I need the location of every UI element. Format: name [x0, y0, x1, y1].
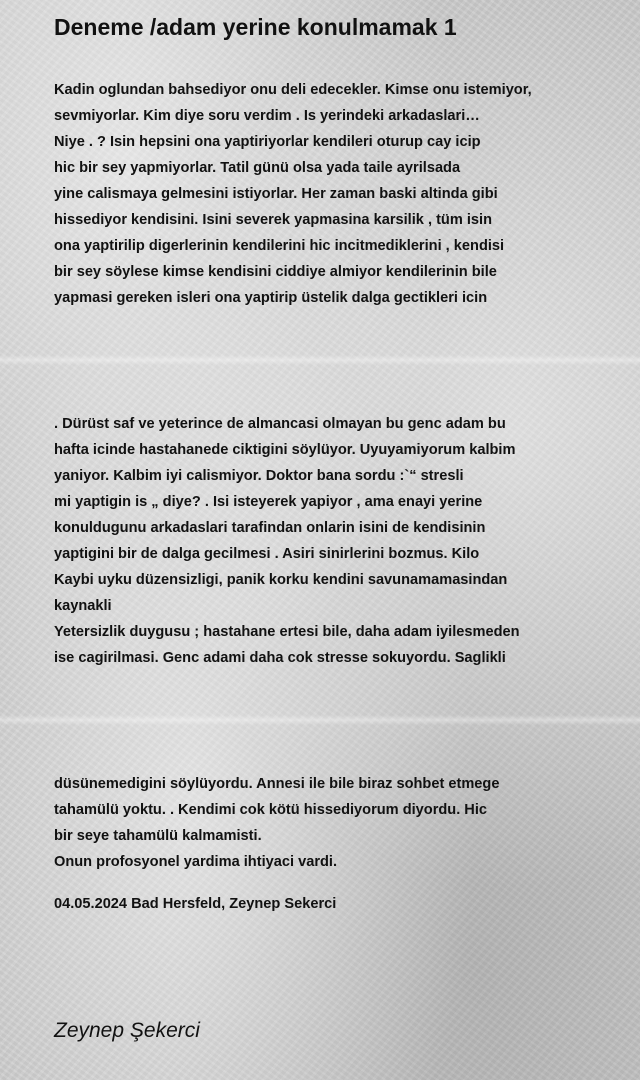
text-line: . Dürüst saf ve yeterince de almancasi olmayan bu genc adam bu — [54, 416, 506, 432]
text-line: tahamülü yoktu. . Kendimi cok kötü hissediyorum diyordu. Hic — [54, 802, 488, 818]
text-line: yine calismaya gelmesini istiyorlar. Her zaman baski altinda gibi — [54, 186, 498, 202]
text-line: yaniyor. Kalbim iyi calismiyor. Doktor bana sordu :`“ stresli — [54, 468, 464, 484]
page-divider-2 — [0, 715, 640, 725]
poem-title: Deneme /adam yerine konulmamak 1 — [54, 14, 457, 40]
text-line: düsünemedigini söylüyordu. Annesi ile bile biraz sohbet etmege — [54, 776, 500, 792]
date-place-line: 04.05.2024 Bad Hersfeld, Zeynep Sekerci — [54, 896, 337, 912]
text-line: bir sey söylese kimse kendisini ciddiye almiyor kendilerinin bile — [54, 264, 497, 280]
text-line: hissediyor kendisini. Isini severek yapmasina karsilik , tüm isin — [54, 212, 493, 228]
paragraph-3 — [54, 771, 499, 875]
page-divider-1 — [0, 355, 640, 365]
text-line: yaptigini bir de dalga gecilmesi . Asiri sinirlerini bozmus. Kilo — [54, 546, 480, 562]
text-line: yapmasi gereken isleri ona yaptirip üstelik dalga gectikleri icin — [54, 290, 488, 306]
text-line: konuldugunu arkadaslari tarafindan onlarin isini de kendisinin — [54, 520, 486, 536]
text-line: bir seye tahamülü kalmamisti. — [54, 828, 262, 844]
text-line: Yetersizlik duygusu ; hastahane ertesi bile, daha adam iyilesmeden — [54, 624, 520, 640]
text-line: ise cagirilmasi. Genc adami daha cok stresse sokuyordu. Saglikli — [54, 650, 506, 666]
text-line: hafta icinde hastahanede ciktigini söylüyor. Uyuyamiyorum kalbim — [54, 442, 516, 458]
paragraph-1 — [54, 77, 532, 311]
author-signature: Zeynep Şekerci — [54, 1019, 200, 1042]
text-line: Kaybi uyku düzensizligi, panik korku kendini savunamamasindan — [54, 572, 508, 588]
text-line: kaynakli — [54, 598, 112, 614]
text-line: mi yaptigin is „ diye? . Isi isteyerek yapiyor , ama enayi yerine — [54, 494, 483, 510]
text-line: Onun profosyonel yardima ihtiyaci vardi. — [54, 854, 338, 870]
text-line: Niye . ? Isin hepsini ona yaptiriyorlar kendileri oturup cay icip — [54, 134, 481, 150]
paragraph-2 — [54, 411, 520, 671]
text-line: Kadin oglundan bahsediyor onu deli edecekler. Kimse onu istemiyor, — [54, 82, 532, 98]
text-line: ona yaptirilip digerlerinin kendilerini hic incitmediklerini , kendisi — [54, 238, 505, 254]
text-line: sevmiyorlar. Kim diye soru verdim . Is yerindeki arkadaslari… — [54, 108, 480, 124]
text-line: hic bir sey yapmiyorlar. Tatil günü olsa yada taile ayrilsada — [54, 160, 461, 176]
